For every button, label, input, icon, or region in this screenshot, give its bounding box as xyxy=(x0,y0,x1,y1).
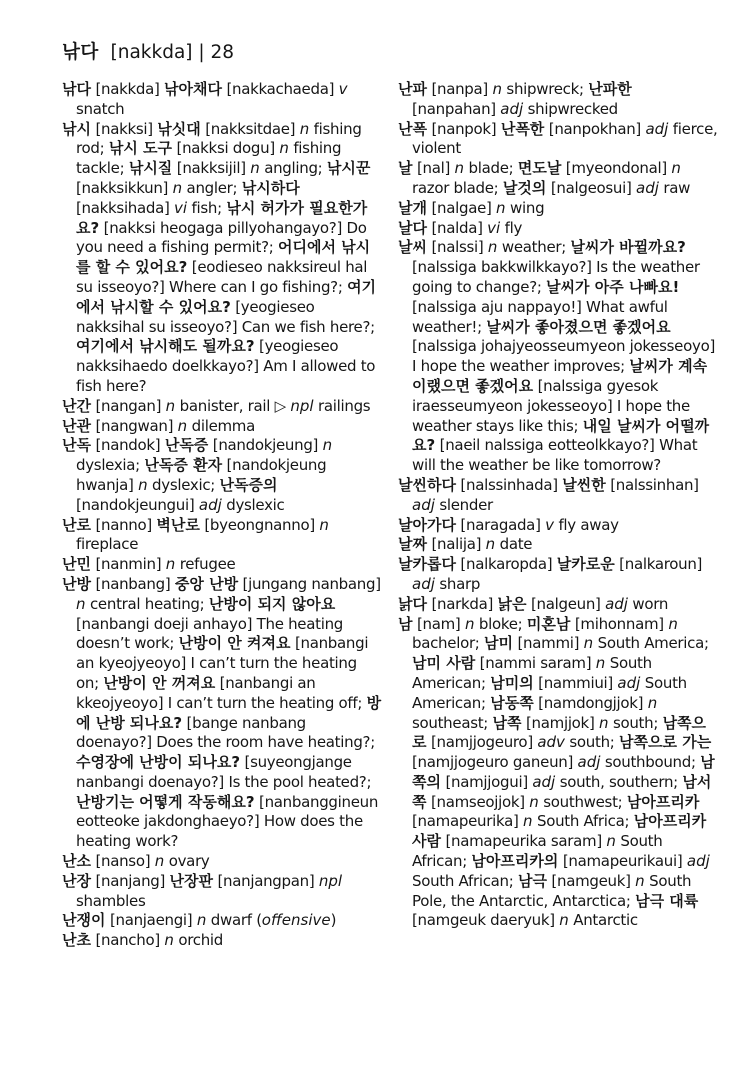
entry-headword: 면도날 xyxy=(517,159,562,178)
entry-text: worn xyxy=(627,594,669,613)
entry-headword: 남아프리카 xyxy=(626,792,700,811)
dictionary-entry xyxy=(62,120,384,397)
entry-text: central heating; xyxy=(85,594,209,613)
entry-text: [nam] xyxy=(412,614,465,633)
entry-text: [namapeurikaui] xyxy=(558,852,687,871)
entry-text: [nalssinhan] xyxy=(605,475,699,494)
entry-text: [yeogieseo nakksihaedo doelkkayo?] Am I allowed to fish here? xyxy=(76,337,376,395)
part-of-speech: adj xyxy=(636,178,659,197)
entry-text: southeast; xyxy=(412,713,493,732)
entry-headword: 날씨 xyxy=(398,238,427,257)
part-of-speech: adj xyxy=(198,495,222,514)
part-of-speech: n xyxy=(487,238,498,257)
entry-headword: 남미의 xyxy=(490,673,534,692)
entry-headword: 중앙 난방 xyxy=(174,574,239,593)
entry-text: South American; xyxy=(412,673,687,712)
entry-headword: 난방이 안 꺼져요 xyxy=(103,673,216,692)
part-of-speech: n xyxy=(250,159,260,178)
entry-text: [nalssiga aju nappayo!] What awful weather!; xyxy=(412,297,668,336)
entry-text: [nandok] xyxy=(90,436,165,455)
entry-text: [nalija] xyxy=(426,535,486,554)
entry-headword: 낡다 xyxy=(398,594,427,613)
entry-text: [namapeurika] xyxy=(412,812,523,831)
part-of-speech: n xyxy=(164,931,174,950)
entry-text: [nanmin] xyxy=(90,555,166,574)
entry-text: [jungang nanbang] xyxy=(238,574,381,593)
part-of-speech: adj xyxy=(617,673,641,692)
entry-text: [namjjogeuro ganeun] xyxy=(412,753,578,772)
part-of-speech: n xyxy=(598,713,609,732)
page-header xyxy=(62,40,234,66)
entry-text: [nalssi] xyxy=(426,238,488,257)
part-of-speech: n xyxy=(671,159,681,178)
entry-text: [namgeuk daeryuk] xyxy=(412,911,560,930)
entry-text: [nalgae] xyxy=(426,198,497,217)
dictionary-entry xyxy=(398,476,718,516)
entry-text: ovary xyxy=(164,852,210,871)
entry-headword: 날아가다 xyxy=(398,515,456,534)
dictionary-entry xyxy=(62,931,384,951)
entry-headword: 벽난로 xyxy=(156,515,200,534)
entry-text: [nalssinhada] xyxy=(455,475,563,494)
part-of-speech: n xyxy=(279,139,289,158)
entry-text: fish; xyxy=(187,198,227,217)
part-of-speech: n xyxy=(668,614,678,633)
part-of-speech: n xyxy=(76,594,86,613)
part-of-speech: n xyxy=(138,475,148,494)
entry-text: [nakksitdae] xyxy=(200,119,300,138)
entry-headword: 날카로운 xyxy=(556,555,615,574)
part-of-speech: adv xyxy=(537,733,565,752)
entry-headword: 날씨가 바뀔까요? xyxy=(570,238,686,257)
part-of-speech: adj xyxy=(500,99,524,118)
entry-headword: 낚시 도구 xyxy=(108,139,173,158)
part-of-speech: v xyxy=(338,80,348,98)
entry-headword: 낚시하다 xyxy=(241,178,300,197)
dictionary-entry xyxy=(62,575,384,852)
part-of-speech: offensive xyxy=(261,911,331,930)
running-romanization: [nakkda] xyxy=(110,42,193,63)
entry-headword: 낚다 xyxy=(62,80,91,98)
entry-text: weather; xyxy=(497,238,571,257)
entry-headword: 방에 난방 되나요? xyxy=(76,693,382,732)
part-of-speech: n xyxy=(319,515,329,534)
entry-headword: 여기에서 낚시해도 될까요? xyxy=(76,337,255,356)
dictionary-entry xyxy=(62,911,384,931)
entry-headword: 남극 xyxy=(517,871,547,890)
entry-text: [nalssiga gyesok iraesseumyeon jokesseoyo] I hope the weather stays like this; xyxy=(412,376,690,435)
entry-text: [nalgeun] xyxy=(526,594,606,613)
entry-text: [namgeuk] xyxy=(546,871,636,890)
entry-text: wing xyxy=(505,198,545,217)
part-of-speech: adj xyxy=(686,852,710,871)
entry-text: bachelor; xyxy=(412,634,485,653)
entry-headword: 남쪽으로 가는 xyxy=(619,733,712,752)
part-of-speech: n xyxy=(177,416,188,435)
entry-headword: 날씨가 좋아졌으면 좋겠어요 xyxy=(486,317,671,336)
entry-text: [namapeurika saram] xyxy=(440,832,607,851)
entry-headword: 남아프리카의 xyxy=(471,852,559,871)
entry-text: [nalda] xyxy=(426,218,488,237)
entry-text: snatch xyxy=(76,99,125,118)
entry-headword: 남서쪽 xyxy=(412,772,712,811)
entry-text: [nalgeosui] xyxy=(546,178,637,197)
entry-text: [nangan] xyxy=(90,396,166,415)
entry-text: [nandokjeungui] xyxy=(76,495,199,514)
part-of-speech: n xyxy=(492,80,502,98)
entry-text: [nanno] xyxy=(90,515,157,534)
entry-text: south; xyxy=(564,733,620,752)
entry-text: ) xyxy=(330,911,337,930)
running-headword: 낚다 xyxy=(62,42,99,63)
part-of-speech: n xyxy=(454,159,465,178)
entry-headword: 난장판 xyxy=(169,871,214,890)
entry-text: South Pole, the Antarctic, Antarctica; xyxy=(412,871,692,910)
entry-headword: 난소 xyxy=(62,852,91,871)
entry-text: bloke; xyxy=(474,614,527,633)
entry-text: [myeondonal] xyxy=(561,159,672,178)
entry-text: refugee xyxy=(175,555,236,574)
entry-headword: 남아프리카 사람 xyxy=(412,812,707,851)
entry-text: [nandokjeung] xyxy=(208,436,323,455)
entry-text: [nakkda] xyxy=(90,80,165,98)
entry-text: dyslexic xyxy=(221,495,285,514)
dictionary-entry xyxy=(398,555,718,595)
entry-text: South Africa; xyxy=(532,812,634,831)
dictionary-entry xyxy=(62,516,384,556)
entry-text: [nakkachaeda] xyxy=(221,80,339,98)
entry-headword: 남극 대륙 xyxy=(635,891,699,910)
entry-text: raw xyxy=(658,178,691,197)
entry-text: [naragada] xyxy=(455,515,546,534)
entry-text: South African; xyxy=(412,832,663,871)
entry-text: [namjjogui] xyxy=(440,772,533,791)
part-of-speech: vi xyxy=(487,218,501,237)
part-of-speech: n xyxy=(322,436,333,455)
entry-headword: 날씬하다 xyxy=(398,475,456,494)
part-of-speech: n xyxy=(559,911,569,930)
entry-headword: 날것의 xyxy=(502,178,547,197)
dictionary-entry xyxy=(398,80,718,120)
part-of-speech: n xyxy=(165,555,176,574)
dictionary-entry xyxy=(62,872,384,912)
entry-text: angler; xyxy=(182,178,242,197)
entry-headword: 남쪽 xyxy=(492,713,522,732)
entry-text: angling; xyxy=(259,159,327,178)
entry-text: [suyeongjange nanbangi doenayo?] Is the pool heated?; xyxy=(76,753,372,791)
entry-text: [nanbang] xyxy=(90,574,175,593)
entry-text: [nanbanggineun eotteoke jakdonghaeyo?] How does the heating work? xyxy=(76,792,379,851)
part-of-speech: n xyxy=(299,119,310,138)
dictionary-entry xyxy=(62,436,384,515)
entry-text: southbound; xyxy=(600,753,701,772)
part-of-speech: adj xyxy=(532,772,556,791)
entry-text: [eodieseo nakksireul hal su isseoyo?] Where can I go fishing?; xyxy=(76,258,368,296)
entry-text: [nanso] xyxy=(90,852,155,871)
entry-text: south, southern; xyxy=(555,772,683,791)
entry-headword: 난간 xyxy=(62,396,91,415)
entry-headword: 낚시 xyxy=(62,119,91,138)
entry-headword: 낚시 허가가 필요한가요? xyxy=(76,198,368,237)
entry-text: [nakksijil] xyxy=(172,159,251,178)
part-of-speech: adj xyxy=(412,495,435,514)
entry-text: [naeil nalssiga eotteolkkayo?] What will the weather be like tomorrow? xyxy=(412,436,698,475)
entry-headword: 난파 xyxy=(398,80,427,98)
entry-headword: 날 xyxy=(398,159,413,178)
dictionary-entry xyxy=(398,615,718,932)
entry-headword: 미혼남 xyxy=(526,614,571,633)
entry-text: [nalkaroun] xyxy=(614,555,703,574)
entry-headword: 난쟁이 xyxy=(62,911,106,930)
entry-headword: 난독 xyxy=(62,436,91,455)
entry-headword: 난독증 xyxy=(164,436,209,455)
entry-headword: 남쪽의 xyxy=(412,753,715,791)
entry-text: [nandokjeung hwanja] xyxy=(76,456,327,494)
entry-headword: 남쪽으로 xyxy=(412,713,707,752)
entry-text: fly away xyxy=(553,515,619,534)
entry-text: shipwrecked xyxy=(523,99,618,118)
dictionary-entry xyxy=(398,159,718,199)
entry-text: [nammi saram] xyxy=(475,654,596,673)
entry-text: sharp xyxy=(434,574,481,593)
entry-headword: 낚시꾼 xyxy=(326,159,371,178)
part-of-speech: n xyxy=(522,812,533,831)
entry-text: date xyxy=(495,535,533,554)
entry-text: [nangwan] xyxy=(90,416,178,435)
entry-text: [nakksi heogaga pillyohangayo?] Do you need a fishing permit?; xyxy=(76,218,367,257)
entry-text: [nanpokhan] xyxy=(544,119,646,138)
entry-text: dyslexia; xyxy=(76,456,145,475)
entry-text: [nanjangpan] xyxy=(213,871,319,890)
dictionary-entry xyxy=(398,516,718,536)
part-of-speech: n xyxy=(529,792,539,811)
part-of-speech: n xyxy=(172,178,183,197)
entry-headword: 남 xyxy=(398,614,413,633)
part-of-speech: npl xyxy=(290,396,314,415)
entry-text: fly xyxy=(500,218,523,237)
entry-text: [nanbangi an kkeojyeoyo] I can’t turn the heating off; xyxy=(76,673,367,712)
entry-text: [nammiui] xyxy=(533,673,618,692)
part-of-speech: n xyxy=(154,852,165,871)
entry-headword: 남미 사람 xyxy=(412,654,476,673)
dictionary-entry xyxy=(398,199,718,219)
entry-headword: 수영장에 난방이 되나요? xyxy=(76,753,241,772)
entry-text: blade; xyxy=(464,159,518,178)
dictionary-entry xyxy=(398,535,718,555)
entry-headword: 난독증 환자 xyxy=(144,456,223,475)
entry-headword: 난초 xyxy=(62,931,91,950)
dictionary-entry xyxy=(62,397,384,417)
entry-headword: 난로 xyxy=(62,515,91,534)
entry-text: banister, rail ▷ xyxy=(175,396,291,415)
entry-headword: 남미 xyxy=(484,634,514,653)
entry-text: [bange nanbang doenayo?] Does the room have heating?; xyxy=(76,713,375,752)
entry-text: [byeongnanno] xyxy=(199,515,320,534)
part-of-speech: n xyxy=(485,535,496,554)
entry-text: [nakksi] xyxy=(90,119,158,138)
entry-headword: 날카롭다 xyxy=(398,555,456,574)
entry-text: dyslexic; xyxy=(147,475,220,494)
entry-headword: 난방이 안 켜져요 xyxy=(178,634,291,653)
part-of-speech: n xyxy=(165,396,176,415)
entry-text: [nakksihada] xyxy=(76,198,175,217)
entry-text: [nalssiga johajyeosseumyeon jokesseoyo] I hope the weather improves; xyxy=(412,337,715,376)
entry-text: shipwreck; xyxy=(501,80,589,98)
entry-text: south; xyxy=(608,713,663,732)
entry-text: [nanjaengi] xyxy=(105,911,197,930)
entry-text: [nalkaropda] xyxy=(455,555,557,574)
entry-headword: 난폭 xyxy=(398,119,427,138)
entry-headword: 난방 xyxy=(62,574,91,593)
entry-text: [nancho] xyxy=(90,931,165,950)
entry-text: southwest; xyxy=(538,792,627,811)
entry-text: railings xyxy=(313,396,371,415)
entry-headword: 난장 xyxy=(62,871,91,890)
part-of-speech: n xyxy=(606,832,616,851)
part-of-speech: v xyxy=(545,515,554,534)
entry-headword: 날씨가 계속 이랬으면 좋겠어요 xyxy=(412,357,708,395)
entry-headword: 난방기는 어떻게 작동해요? xyxy=(76,792,255,811)
dictionary-entry xyxy=(62,852,384,872)
entry-text: South American; xyxy=(412,654,652,692)
entry-text: [nakksi dogu] xyxy=(172,139,280,158)
part-of-speech: adj xyxy=(605,594,628,613)
entry-headword: 날다 xyxy=(398,218,427,237)
entry-headword: 난관 xyxy=(62,416,91,435)
dictionary-entry xyxy=(62,80,384,120)
part-of-speech: n xyxy=(583,634,594,653)
part-of-speech: adj xyxy=(577,753,601,772)
dictionary-entry xyxy=(398,120,718,160)
entry-text: fireplace xyxy=(76,535,139,554)
entry-text: slender xyxy=(434,495,493,514)
part-of-speech: n xyxy=(196,911,207,930)
entry-headword: 날씬한 xyxy=(562,475,606,494)
dictionary-entry xyxy=(62,555,384,575)
entry-text: [narkda] xyxy=(426,594,498,613)
part-of-speech: n xyxy=(635,871,645,890)
entry-text: [nakksikkun] xyxy=(76,178,173,197)
entry-text: razor blade; xyxy=(412,178,503,197)
entry-text: dwarf ( xyxy=(206,911,262,930)
part-of-speech: n xyxy=(496,198,506,217)
entry-text: [namjjogeuro] xyxy=(426,733,538,752)
part-of-speech: vi xyxy=(174,198,188,217)
entry-headword: 내일 날씨가 어떨까요? xyxy=(412,416,710,455)
entry-headword: 남동쪽 xyxy=(490,693,534,712)
entry-headword: 난폭한 xyxy=(500,119,545,138)
entry-headword: 낚아채다 xyxy=(164,80,222,98)
entry-text: [nanpok] xyxy=(426,119,501,138)
entry-text: dilemma xyxy=(187,416,256,435)
entry-text: South African; xyxy=(412,871,518,890)
entry-headword: 낚싯대 xyxy=(157,119,201,138)
right-column xyxy=(398,80,718,931)
left-column xyxy=(62,80,384,951)
entry-text: [nalssiga bakkwilkkayo?] Is the weather going to change?; xyxy=(412,258,700,296)
entry-headword: 낚시질 xyxy=(128,159,173,178)
entry-text: [yeogieseo nakksihal su isseoyo?] Can we fish here?; xyxy=(76,297,375,336)
entry-text: [namseojjok] xyxy=(426,792,530,811)
entry-text: fierce, violent xyxy=(412,119,718,158)
dictionary-entry xyxy=(398,238,718,476)
entry-text: [nanjang] xyxy=(90,871,170,890)
entry-headword: 난독증의 xyxy=(219,475,278,494)
entry-text: orchid xyxy=(173,931,224,950)
entry-text: fishing rod; xyxy=(76,119,362,158)
part-of-speech: n xyxy=(647,693,658,712)
entry-text: [nanbangi an kyeojyeoyo] I can’t turn the heating on; xyxy=(76,634,369,692)
entry-text: fishing tackle; xyxy=(76,139,342,178)
entry-text: [mihonnam] xyxy=(570,614,669,633)
entry-text: [nammi] xyxy=(513,634,584,653)
entry-headword: 날개 xyxy=(398,198,427,217)
entry-headword: 난민 xyxy=(62,555,91,574)
entry-headword: 난파한 xyxy=(588,80,632,98)
entry-text: [nal] xyxy=(412,159,455,178)
entry-text: [nanpa] xyxy=(426,80,493,98)
dictionary-entry xyxy=(398,595,718,615)
entry-headword: 날씨가 아주 나빠요! xyxy=(546,277,680,296)
entry-headword: 낡은 xyxy=(497,594,527,613)
part-of-speech: n xyxy=(464,614,475,633)
page-number: | 28 xyxy=(198,42,235,63)
dictionary-entry xyxy=(62,417,384,437)
part-of-speech: n xyxy=(595,654,606,673)
entry-text: [namjjok] xyxy=(521,713,599,732)
part-of-speech: adj xyxy=(645,119,669,138)
entry-text: [nanbangi doeji anhayo] The heating doesn’t work; xyxy=(76,614,344,653)
part-of-speech: npl xyxy=(318,871,343,890)
entry-text: Antarctic xyxy=(568,911,638,930)
entry-text: [nanpahan] xyxy=(412,99,501,118)
entry-headword: 날짜 xyxy=(398,535,427,554)
entry-headword: 어디에서 낚시를 할 수 있어요? xyxy=(76,238,371,277)
part-of-speech: adj xyxy=(412,574,435,593)
entry-text: [namdongjjok] xyxy=(533,693,648,712)
entry-headword: 난방이 되지 않아요 xyxy=(208,594,336,613)
entry-text: shambles xyxy=(76,891,146,910)
entry-headword: 여기에서 낚시할 수 있어요? xyxy=(76,277,377,316)
entry-text: South America; xyxy=(593,634,709,653)
dictionary-entry xyxy=(398,219,718,239)
